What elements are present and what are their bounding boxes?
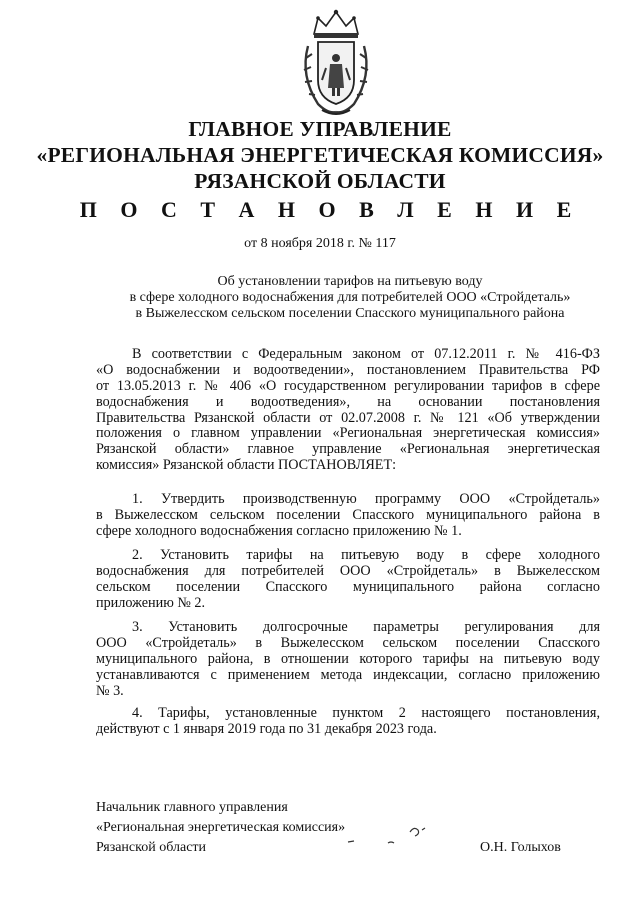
preamble-line: от 13.05.2013 г. № 406 «О государственном регулировании тарифов в сфере <box>96 377 600 394</box>
item-paragraph-3 <box>96 620 600 699</box>
document-date-number: от 8 ноября 2018 г. № 117 <box>244 236 396 251</box>
item-line: 1. Утвердить производственную программу ООО «Стройдеталь» <box>132 491 600 507</box>
item-line: № 3. <box>96 682 124 699</box>
header-line-1: ГЛАВНОЕ УПРАВЛЕНИЕ <box>188 117 452 141</box>
item-line: сфере холодного водоснабжения согласно приложению № 1. <box>96 522 462 539</box>
preamble-line: Рязанской области» главное управление «Региональная энергетическая <box>96 441 600 458</box>
subject-line: в сфере холодного водоснабжения для потребителей ООО «Стройдеталь» <box>129 290 571 305</box>
coat-of-arms-emblem <box>292 6 380 118</box>
item-line: 2. Установить тарифы на питьевую воду в сфере холодного <box>132 547 600 563</box>
header-line-2: «РЕГИОНАЛЬНАЯ ЭНЕРГЕТИЧЕСКАЯ КОМИССИЯ» <box>36 143 604 167</box>
signatory-title-line: «Региональная энергетическая комиссия» <box>96 820 346 835</box>
preamble-line: водоснабжения и водоотведения», на основании постановления <box>96 393 600 410</box>
item-line: устанавливаются с применением метода индексации, согласно приложению <box>96 666 600 683</box>
subject-line: в Выжелесском сельском поселении Спасского муниципального района <box>135 306 565 321</box>
preamble-paragraph <box>96 347 600 474</box>
item-line: действуют с 1 января 2019 года по 31 декабря 2023 года. <box>96 720 437 737</box>
preamble-line: Правительства Рязанской области от 02.07.2008 г. № 121 «Об утверждении <box>96 409 600 426</box>
preamble-line: «О водоснабжении и водоотведении», постановлением Правительства РФ <box>96 361 600 378</box>
item-paragraph-2 <box>96 548 600 612</box>
item-line: 3. Установить долгосрочные параметры регулирования для <box>132 619 600 635</box>
item-line: сельском поселении Спасского муниципального района согласно <box>96 578 600 595</box>
item-line: приложению № 2. <box>96 594 206 611</box>
document-type-title: П О С Т А Н О В Л Е Н И Е <box>79 197 581 222</box>
preamble-line: комиссия» Рязанской области ПОСТАНОВЛЯЕТ: <box>96 457 397 474</box>
item-line: в Выжелесском сельском поселении Спасского муниципального района в <box>96 506 600 523</box>
preamble-line: положения о главном управлении «Региональная энергетическая комиссия» <box>96 425 600 442</box>
item-line: 4. Тарифы, установленные пунктом 2 настоящего постановления, <box>132 705 600 721</box>
subject-line: Об установлении тарифов на питьевую воду <box>217 274 483 289</box>
preamble-line: В соответствии с Федеральным законом от 07.12.2011 г. № 416-ФЗ <box>132 346 600 362</box>
item-line: муниципального района, в отношении которого тарифы на питьевую воду <box>96 650 600 667</box>
item-paragraph-1 <box>96 492 600 540</box>
item-line: водоснабжения для потребителей ООО «Стройдеталь» в Выжелесском <box>96 562 600 579</box>
signatory-title-line: Начальник главного управления <box>96 800 288 815</box>
item-line: ООО «Стройдеталь» в Выжелесском сельском поселении Спасского <box>96 634 600 651</box>
document-subject <box>60 274 640 322</box>
signatory-title-line: Рязанской области <box>96 840 207 855</box>
signatory-name: О.Н. Голыхов <box>480 840 561 855</box>
item-paragraph-4 <box>96 706 600 738</box>
header-line-3: РЯЗАНСКОЙ ОБЛАСТИ <box>194 169 446 193</box>
handwritten-signature <box>340 822 450 846</box>
